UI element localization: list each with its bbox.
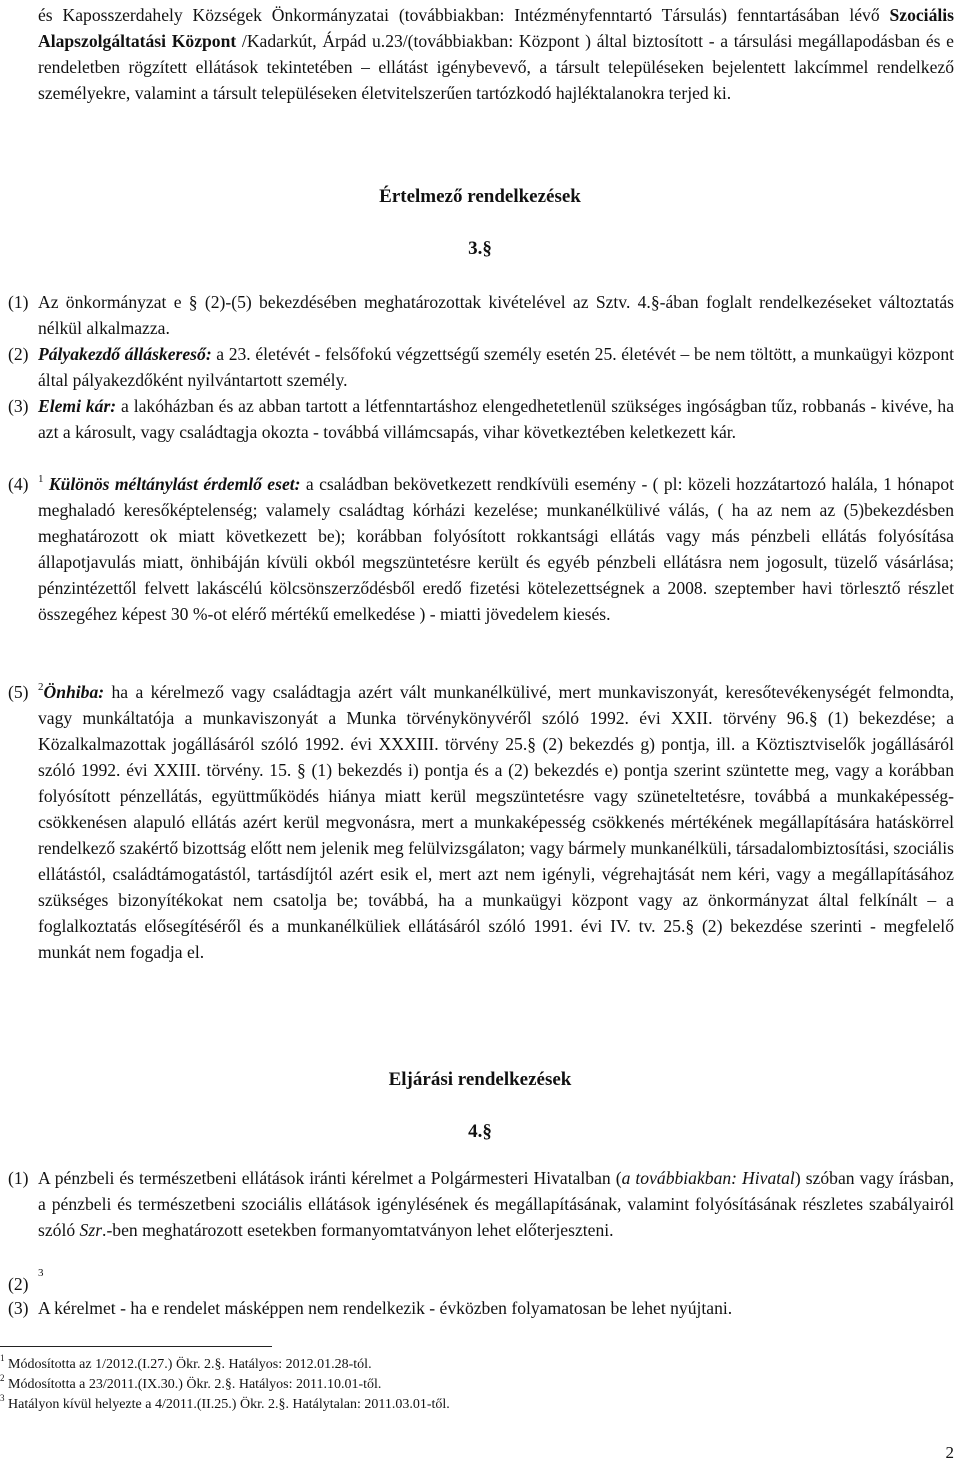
s3-p5-footnote-ref: 2 (38, 681, 44, 694)
s3-p3-number: (3) (8, 396, 29, 416)
footnote-3-mark: 3 (0, 1393, 5, 1404)
s3-p1-text: Az önkormányzat e § (2)-(5) bekezdésében meghatározottak kivételével az Sztv. 4.§-ában foglalt rendelkezéseket változtatás nélkül alkalmazza. (38, 292, 954, 338)
page-number: 2 (945, 1443, 954, 1462)
s3-p2-number: (2) (8, 344, 29, 364)
s4-p3-number: (3) (8, 1298, 29, 1318)
s3-p5-number: (5) (8, 682, 29, 702)
footnote-1-text: Módosította az 1/2012.(I.27.) Ökr. 2.§. Hatályos: 2012.01.28-tól. (4, 1357, 372, 1372)
footnote-2-text: Módosította a 23/2011.(IX.30.) Ökr. 2.§. Hatályos: 2011.10.01-től. (4, 1377, 382, 1392)
s4-p1-italic-hivatal: a továbbiakban: Hivatal (621, 1168, 795, 1188)
intro-text-1: és Kaposszerdahely Községek Önkormányzatai (továbbiakban: Intézményfenntartó Társulás) fenntartásában lévő (38, 5, 890, 25)
footnote-3 (0, 1393, 450, 1414)
s4-p1-number: (1) (8, 1168, 29, 1188)
footnote-1 (0, 1353, 372, 1374)
s4-p1-text-b: ) szóban vagy írásban, a pénzbeli és természetbeni szociális ellátások igénylésének és megállapításának, valamint folyósításának részletes szabályairól szóló (38, 1168, 954, 1240)
s4-p1-italic-szr: Szr (79, 1220, 103, 1240)
intro-paragraph (38, 2, 954, 106)
s4-p2-paragraph (38, 1265, 954, 1291)
s4-p1-paragraph (38, 1165, 954, 1243)
s3-p4-text: a családban bekövetkezett rendkívüli esemény - ( pl: közeli hozzátartozó halála, 1 hónapot meghaladó keresőképtelenség; valamely családtag kórházi kezelése; munkanélkülivé válás, ( ha az nem az (5)bekezdésben meghatározott ok miatt következett be); korábban folyósított rokkantsági ellátás vagy más pénzbeli ellátás folyósítása állapotjavulás miatt, önhibáján kívüli okból megszüntetésre került és egyéb pénzbeli ellátásra nem jogosult, tüzelő vásárlása; pénzintézettől felvett lakáscélú kölcsönszerződésből eredő fizetési kötelezettségnek a 2008. szeptember havi törlesztő részlet összegéhez képest 30 %-ot elérő mértékű emelkedése ) - miatti jövedelem kiesés. (38, 474, 955, 624)
section-4-number: 4.§ (468, 1121, 492, 1142)
section-3-title: Értelmező rendelkezések (379, 186, 581, 207)
s3-p3-text: a lakóházban és az abban tartott a létfenntartáshoz elengedhetetlenül szükséges ingóságban tűz, robbanás - kivéve, ha azt a károsult, vagy családtagja okozta - továbbá villámcsapás, vihar következtében keletkezett kár. (38, 396, 955, 442)
s3-p2-term: Pályakezdő álláskereső: (38, 344, 212, 364)
s3-p1-number: (1) (8, 292, 29, 312)
s4-p2-footnote-ref: 3 (38, 1267, 44, 1280)
intro-bold-institution: Szociális Alapszolgáltatási Központ (38, 5, 954, 51)
footnote-1-mark: 1 (0, 1353, 5, 1364)
footnote-divider (0, 1346, 272, 1347)
s3-p3-paragraph (38, 393, 954, 445)
s3-p5-text: ha a kérelmező vagy családtagja azért vált munkanélkülivé, mert munkaviszonyát, keresőtevékenységét felmondta, vagy munkáltatója a munkaviszonyát a Munka törvénykönyvéről szóló 1992. évi XXII. törvény 96.§ (1) bekezdése; a Közalkalmazottak jogállásáról szóló 1992. évi XXXIII. törvény 25.§ (2) bekezdés g) pontja, ill. a Köztisztviselők jogállásáról szóló 1992. évi XXIII. törvény. 15. § (1) bekezdés i) pontja és a (2) bekezdés e) pontja szerint szüntette meg, vagy a korábban folyósított pénzellátás, együttműködés hiánya miatt kerül megszüntetésre vagy szüneteltetésre, továbbá a munkaképesség-csökkenésen alapuló ellátás azért kerül megvonásra, mert a munkaképesség csökkenés mértékének megállapítására hatáskörrel rendelkező szakértő bizottság előtt nem jelenik meg felülvizsgálaton; vagy bármely munkanélküli, társadalombiztosítási, szociális ellátástól, családtámogatástól, tartásdíjtól azért esik el, mert azt nem igényli, végrehajtását nem kéri, vagy a megállapításához szükséges bizonyítékokat nem csatolja be; továbbá, ha a munkaügyi központ vagy az önkormányzat által felkínált – a foglalkoztatás elősegítéséről és a munkanélküliek ellátásáról szóló 1991. évi IV. tv. 25.§ (2) bekezdése szerinti - megfelelő munkát nem fogadja el. (38, 682, 954, 962)
section-4-title: Eljárási rendelkezések (388, 1069, 572, 1090)
s3-p2-text: a 23. életévét - felsőfokú végzettségű személy esetén 25. életévét – be nem töltött, a munkaügyi központ által pályakezdőként nyilvántartott személy. (38, 344, 954, 390)
footnote-2 (0, 1373, 382, 1394)
s3-p5-paragraph (38, 679, 954, 965)
s4-p3-text: A kérelmet - ha e rendelet másképpen nem rendelkezik - évközben folyamatosan be lehet nyújtani. (38, 1298, 733, 1318)
section-3-number: 3.§ (468, 238, 492, 259)
s3-p4-number: (4) (8, 474, 29, 494)
s4-p2-number: (2) (8, 1274, 29, 1294)
intro-text-2: /Kadarkút, Árpád u.23/(továbbiakban: Központ ) által biztosított - a társulási megállapodásban és e rendeletben rögzített ellátások tekintetében – ellátást igénybevevő, a társult településeken bejelentett lakcímmel rendelkező személyekre, valamint a társult településeken életvitelszerűen tartózkodó hajléktalanokra terjed ki. (38, 31, 954, 103)
s3-p4-paragraph (38, 471, 954, 627)
s3-p4-term: Különös méltánylást érdemlő eset: (48, 474, 301, 494)
s4-p1-text-a: A pénzbeli és természetbeni ellátások iránti kérelmet a Polgármesteri Hivatalban ( (38, 1168, 622, 1188)
s3-p2-paragraph (38, 341, 954, 393)
s3-p4-footnote-ref: 1 (38, 473, 44, 486)
s3-p3-term: Elemi kár: (38, 396, 117, 416)
footnote-2-mark: 2 (0, 1373, 5, 1384)
s3-p5-term: Önhiba: (43, 682, 105, 702)
footnote-3-text: Hatályon kívül helyezte a 4/2011.(II.25.) Ökr. 2.§. Hatálytalan: 2011.03.01-től. (4, 1397, 450, 1412)
s4-p1-text-c: .-ben meghatározott esetekben formanyomtatványon lehet előterjeszteni. (102, 1220, 614, 1240)
